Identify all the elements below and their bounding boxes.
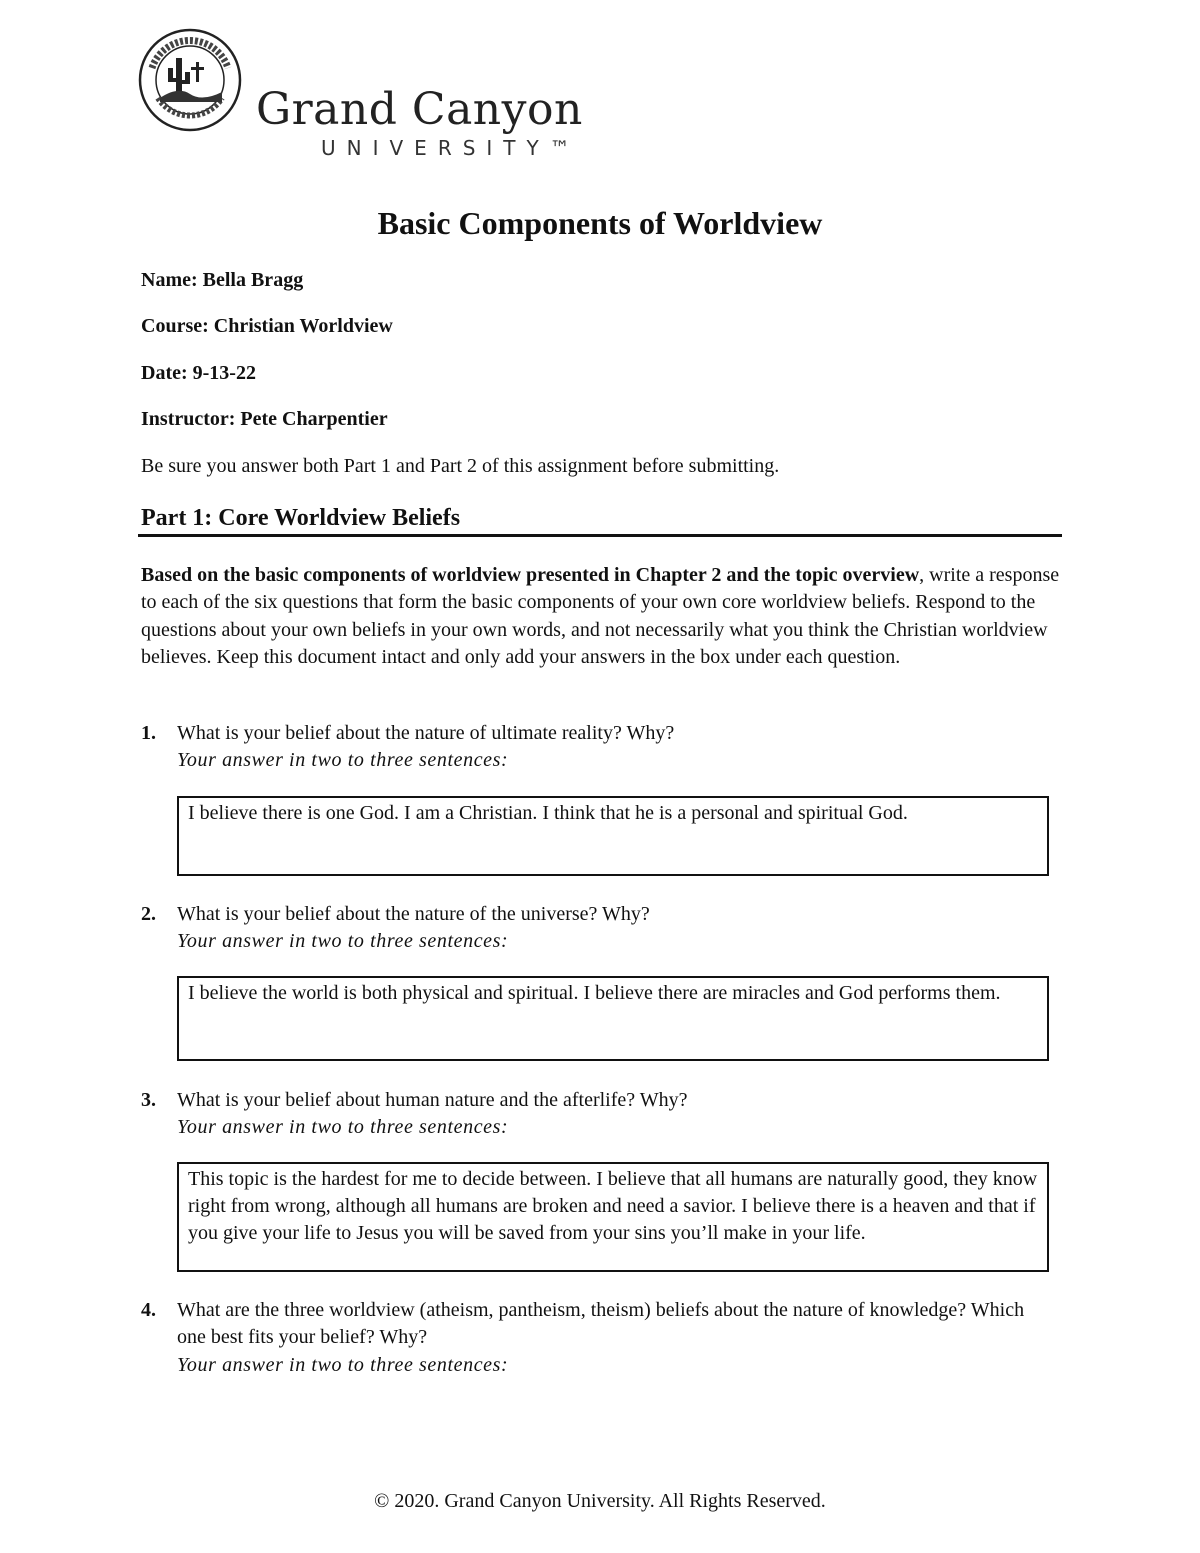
document-title: Basic Components of Worldview bbox=[377, 205, 823, 241]
question-text: What is your belief about the nature of ultimate reality? Why? bbox=[177, 722, 675, 744]
question-1 bbox=[141, 720, 1041, 775]
logo-subtitle: UNIVERSITY™ bbox=[321, 136, 581, 160]
logo-wordmark: Grand Canyon bbox=[256, 84, 583, 135]
answer-box-3[interactable]: This topic is the hardest for me to decide between. I believe that all humans are naturally good, they know right from wrong, although all humans are broken and need a savior. I believe there is a heaven and that if you give your life to Jesus you will be saved from your sins you’ll make in your life. bbox=[177, 1162, 1049, 1272]
question-number: 2. bbox=[141, 903, 156, 925]
question-3 bbox=[141, 1087, 1041, 1142]
copyright-footer: © 2020. Grand Canyon University. All Rights Reserved. bbox=[374, 1490, 826, 1512]
part-1-intro bbox=[141, 562, 1066, 671]
question-text: What is your belief about the nature of the universe? Why? bbox=[177, 903, 650, 925]
answer-box-1[interactable]: I believe there is one God. I am a Christian. I think that he is a personal and spiritual God. bbox=[177, 796, 1049, 876]
heading-divider bbox=[138, 534, 1062, 537]
answer-hint: Your answer in two to three sentences: bbox=[177, 1353, 509, 1376]
question-text: What is your belief about human nature and the afterlife? Why? bbox=[177, 1089, 688, 1111]
student-name: Name: Bella Bragg bbox=[141, 269, 304, 291]
instructor-name: Instructor: Pete Charpentier bbox=[141, 408, 388, 430]
question-number: 3. bbox=[141, 1089, 156, 1111]
university-logo bbox=[138, 28, 618, 160]
question-4 bbox=[141, 1297, 1041, 1379]
intro-bold-text: Based on the basic components of worldview presented in Chapter 2 and the topic overview bbox=[141, 564, 920, 586]
question-text: What are the three worldview (atheism, pantheism, theism) beliefs about the nature of knowledge? Which one best fits your belief? Why? bbox=[177, 1299, 1025, 1349]
answer-hint: Your answer in two to three sentences: bbox=[177, 1116, 509, 1139]
answer-hint: Your answer in two to three sentences: bbox=[177, 930, 509, 953]
submission-instructions: Be sure you answer both Part 1 and Part 2 of this assignment before submitting. bbox=[141, 455, 780, 477]
part-1-heading: Part 1: Core Worldview Beliefs bbox=[141, 505, 461, 531]
course-name: Course: Christian Worldview bbox=[141, 315, 393, 337]
question-number: 4. bbox=[141, 1299, 156, 1321]
answer-hint: Your answer in two to three sentences: bbox=[177, 749, 509, 772]
university-seal-icon bbox=[138, 28, 242, 132]
assignment-date: Date: 9-13-22 bbox=[141, 362, 256, 384]
answer-box-2[interactable]: I believe the world is both physical and spiritual. I believe there are miracles and God performs them. bbox=[177, 976, 1049, 1061]
question-2 bbox=[141, 901, 1041, 956]
intro-text: , write a response to each of the six questions that form the basic components of your own core worldview beliefs. Respond to the questions about your own beliefs in your own words, and not necessarily what you think the Christian worldview believes. Keep this document intact and only add your answers in the box under each question. bbox=[141, 564, 1060, 668]
question-number: 1. bbox=[141, 722, 156, 744]
